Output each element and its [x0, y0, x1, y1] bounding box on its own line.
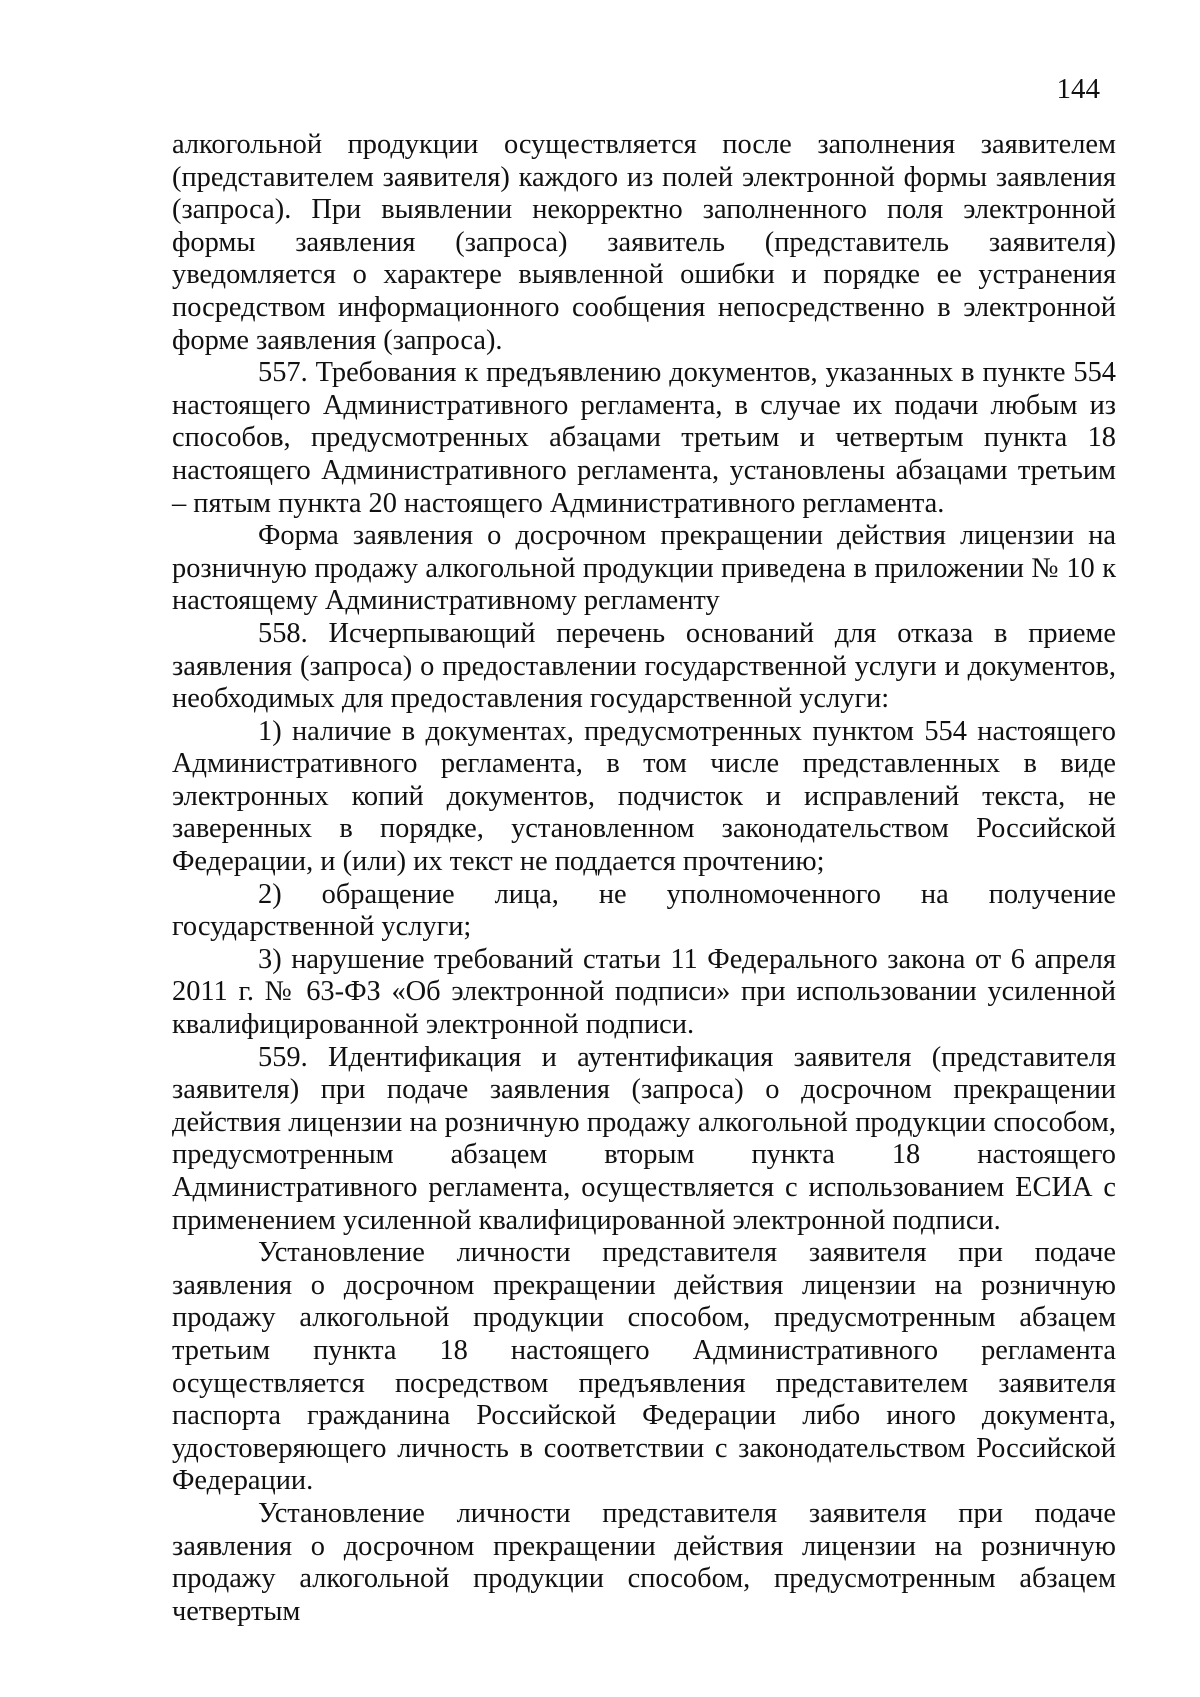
document-body	[172, 129, 1116, 1628]
paragraph-identity-fourth: Установление личности представителя заявителя при подаче заявления о досрочном прекращении действия лицензии на розничную продажу алкогольной продукции способом, предусмотренным абзацем четвертым	[172, 1497, 1116, 1627]
paragraph-continuation: алкогольной продукции осуществляется после заполнения заявителем (представителем заявителя) каждого из полей электронной формы заявления (запроса). При выявлении некорректно заполненного поля электронной формы заявления (запроса) заявитель (представитель заявителя) уведомляется о характере выявленной ошибки и порядке ее устранения посредством информационного сообщения непосредственно в электронной форме заявления (запроса).	[172, 129, 1116, 356]
paragraph-557: 557. Требования к предъявлению документов, указанных в пункте 554 настоящего Административного регламента, в случае их подачи любым из способов, предусмотренных абзацами третьим и четвертым пункта 18 настоящего Административного регламента, установлены абзацами третьим – пятым пункта 20 настоящего Административного регламента.	[172, 357, 1116, 519]
list-item-3: 3) нарушение требований статьи 11 Федерального закона от 6 апреля 2011 г. № 63-ФЗ «Об электронной подписи» при использовании усиленной квалифицированной электронной подписи.	[172, 943, 1116, 1041]
paragraph-559: 559. Идентификация и аутентификация заявителя (представителя заявителя) при подаче заявления (запроса) о досрочном прекращении действия лицензии на розничную продажу алкогольной продукции способом, предусмотренным абзацем вторым пункта 18 настоящего Административного регламента, осуществляется с использованием ЕСИА с применением усиленной квалифицированной электронной подписи.	[172, 1041, 1116, 1236]
paragraph-form-note: Форма заявления о досрочном прекращении действия лицензии на розничную продажу алкогольной продукции приведена в приложении № 10 к настоящему Административному регламенту	[172, 520, 1116, 617]
paragraph-558: 558. Исчерпывающий перечень оснований для отказа в приеме заявления (запроса) о предоставлении государственной услуги и документов, необходимых для предоставления государственной услуги:	[172, 617, 1116, 715]
list-item-1: 1) наличие в документах, предусмотренных пунктом 554 настоящего Административного регламента, в том числе представленных в виде электронных копий документов, подчисток и исправлений текста, не заверенных в порядке, установленном законодательством Российской Федерации, и (или) их текст не поддается прочтению;	[172, 715, 1116, 878]
paragraph-identity-third: Установление личности представителя заявителя при подаче заявления о досрочном прекращении действия лицензии на розничную продажу алкогольной продукции способом, предусмотренным абзацем третьим пункта 18 настоящего Административного регламента осуществляется посредством предъявления представителем заявителя паспорта гражданина Российской Федерации либо иного документа, удостоверяющего личность в соответствии с законодательством Российской Федерации.	[172, 1237, 1116, 1497]
list-item-2: 2) обращение лица, не уполномоченного на получение государственной услуги;	[172, 878, 1116, 943]
page-number: 144	[1056, 73, 1100, 105]
